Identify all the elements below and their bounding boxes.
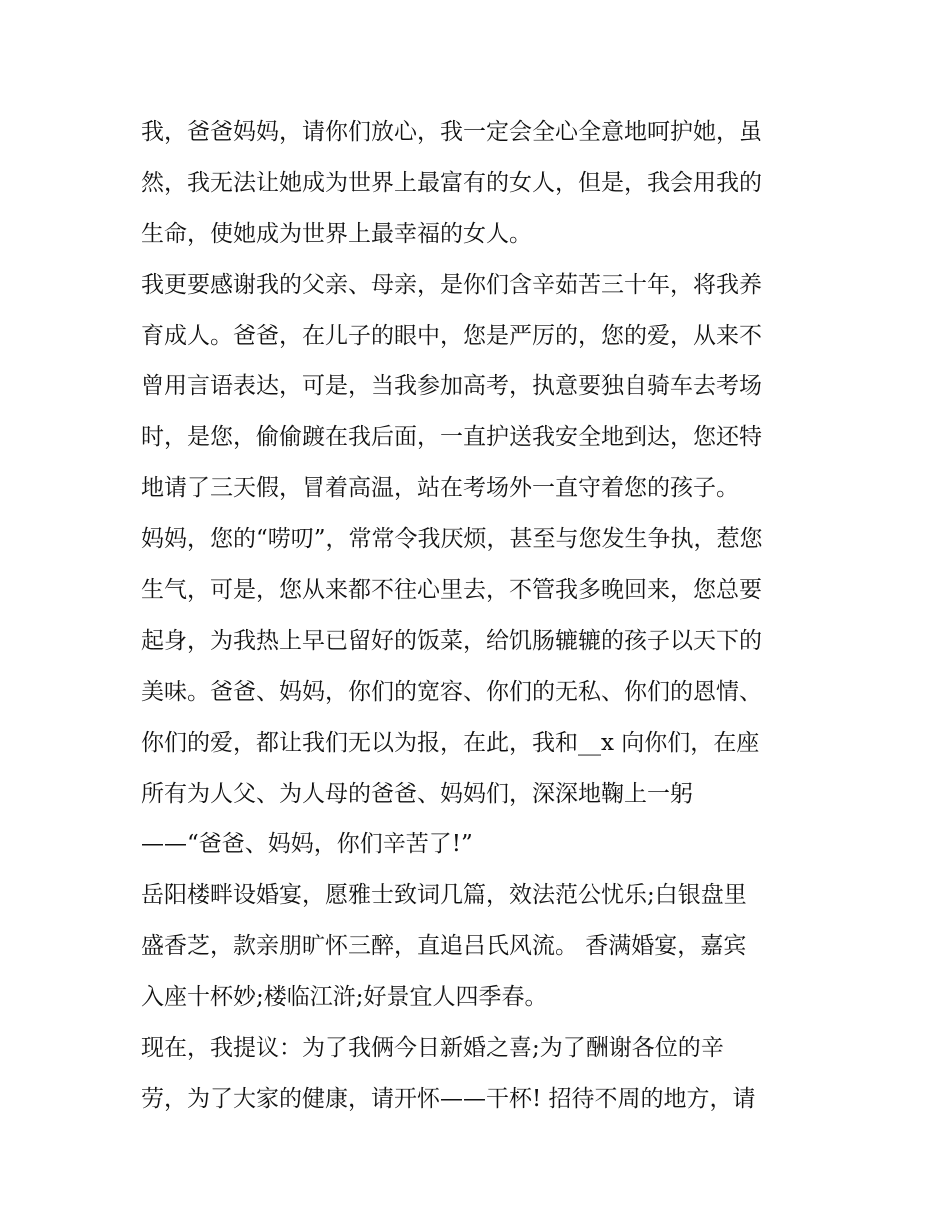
text-line: 起身，为我热上早已留好的饭菜，给饥肠辘辘的孩子以天下的 <box>141 627 762 654</box>
text-line: 美味。爸爸、妈妈，你们的宽容、你们的无私、你们的恩情、 <box>141 678 762 705</box>
text-line: 我更要感谢我的父亲、母亲，是你们含辛茹苦三十年，将我养 <box>141 271 762 298</box>
text-line: 盛香芝，款亲朋旷怀三醉，直追吕氏风流。 香满婚宴，嘉宾 <box>141 933 747 960</box>
text-line: 生气，可是，您从来都不往心里去，不管我多晚回来，您总要 <box>141 577 762 604</box>
text-line: 你们的爱，都让我们无以为报，在此，我和__x 向你们，在座 <box>141 729 760 756</box>
text-line: 然，我无法让她成为世界上最富有的女人，但是，我会用我的 <box>141 169 762 196</box>
text-line: 岳阳楼畔设婚宴，愿雅士致词几篇，效法范公忧乐;白银盘里 <box>141 882 747 909</box>
text-line: 育成人。爸爸，在儿子的眼中，您是严厉的，您的爱，从来不 <box>141 322 762 349</box>
text-line: 现在，我提议：为了我俩今日新婚之喜;为了酬谢各位的辛 <box>141 1035 724 1062</box>
text-line: 我，爸爸妈妈，请你们放心，我一定会全心全意地呵护她，虽 <box>141 119 762 145</box>
body-text <box>141 107 821 1125</box>
text-line: 入座十杯妙;楼临江浒;好景宜人四季春。 <box>141 984 548 1011</box>
text-line: 曾用言语表达，可是，当我参加高考，执意要独自骑车去考场 <box>141 373 762 400</box>
text-line: 地请了三天假，冒着高温，站在考场外一直守着您的孩子。 <box>141 475 739 502</box>
text-line: 生命，使她成为世界上最幸福的女人。 <box>141 220 532 247</box>
text-line: 时，是您，偷偷踱在我后面，一直护送我安全地到达，您还特 <box>141 424 762 451</box>
text-line: 劳，为了大家的健康，请开怀——干杯! 招待不周的地方，请 <box>141 1085 756 1112</box>
text-line: 所有为人父、为人母的爸爸、妈妈们，深深地鞠上一躬 <box>141 780 693 807</box>
text-line: ——“爸爸、妈妈，你们辛苦了!” <box>141 831 473 858</box>
text-line: 妈妈，您的“唠叨”，常常令我厌烦，甚至与您发生争执，惹您 <box>141 526 763 553</box>
